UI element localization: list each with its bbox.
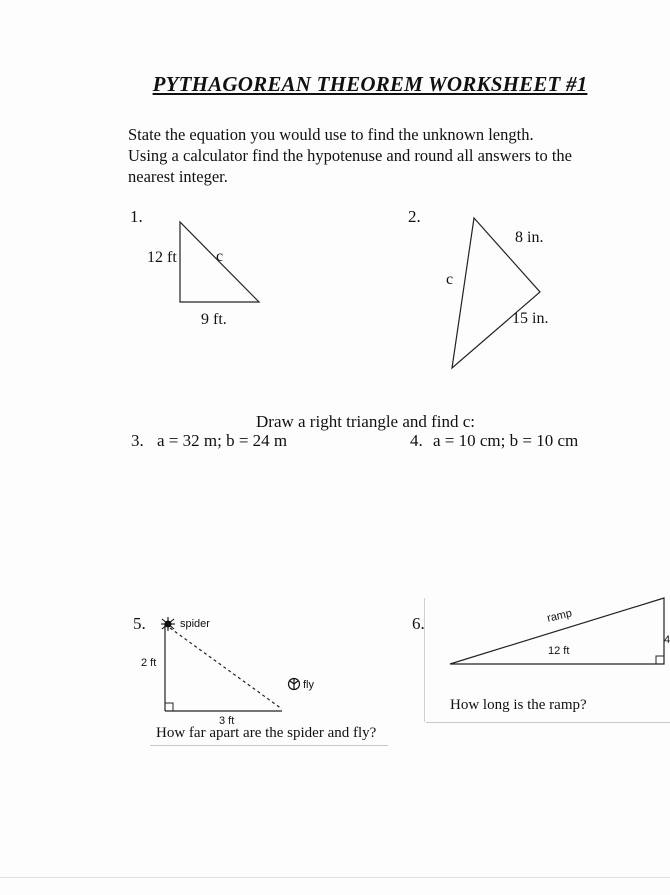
problem-5-question: How far apart are the spider and fly? bbox=[156, 725, 377, 741]
problem-2-triangle bbox=[452, 218, 540, 368]
problem-4-text: a = 10 cm; b = 10 cm bbox=[433, 431, 579, 450]
problem-5-triangle bbox=[165, 624, 282, 711]
page-title: PYTHAGOREAN THEOREM WORKSHEET #1 bbox=[152, 72, 588, 96]
problem-6-height-partial: 4 bbox=[664, 634, 670, 646]
problem-3-number: 3. bbox=[131, 431, 144, 450]
problem-6-question: How long is the ramp? bbox=[450, 697, 587, 713]
problem-4-number: 4. bbox=[410, 431, 423, 450]
section-heading: Draw a right triangle and find c: bbox=[256, 412, 476, 431]
problem-5-vertical: 2 ft bbox=[141, 657, 157, 669]
fly-label: fly bbox=[303, 679, 314, 691]
problem-1-side-b: 9 ft. bbox=[201, 311, 227, 328]
spider-label: spider bbox=[180, 618, 210, 630]
problem-2-side-b: 15 in. bbox=[512, 310, 549, 327]
instruction-line: State the equation you would use to find the unknown length. bbox=[128, 125, 534, 144]
problem-2-side-a: 8 in. bbox=[515, 229, 544, 246]
problem-1-number: 1. bbox=[130, 207, 143, 226]
problem-5-number: 5. bbox=[133, 614, 146, 633]
problem-6-number: 6. bbox=[412, 614, 425, 633]
ramp-label: ramp bbox=[546, 607, 574, 625]
problem-1-triangle bbox=[180, 222, 259, 302]
instruction-line: nearest integer. bbox=[128, 167, 228, 186]
problem-6-triangle bbox=[450, 598, 664, 664]
fly-icon bbox=[289, 679, 300, 690]
problem-6-base: 12 ft bbox=[548, 645, 570, 657]
spider-icon bbox=[161, 617, 175, 631]
instruction-line: Using a calculator find the hypotenuse and round all answers to the bbox=[128, 146, 573, 165]
problem-3-text: a = 32 m; b = 24 m bbox=[157, 431, 288, 450]
problem-2-hypotenuse: c bbox=[446, 271, 454, 288]
problem-5-horizontal: 3 ft bbox=[219, 715, 235, 727]
problem-2-number: 2. bbox=[408, 207, 421, 226]
problem-1-side-a: 12 ft bbox=[147, 249, 177, 266]
problem-1-hypotenuse: c bbox=[216, 248, 224, 265]
